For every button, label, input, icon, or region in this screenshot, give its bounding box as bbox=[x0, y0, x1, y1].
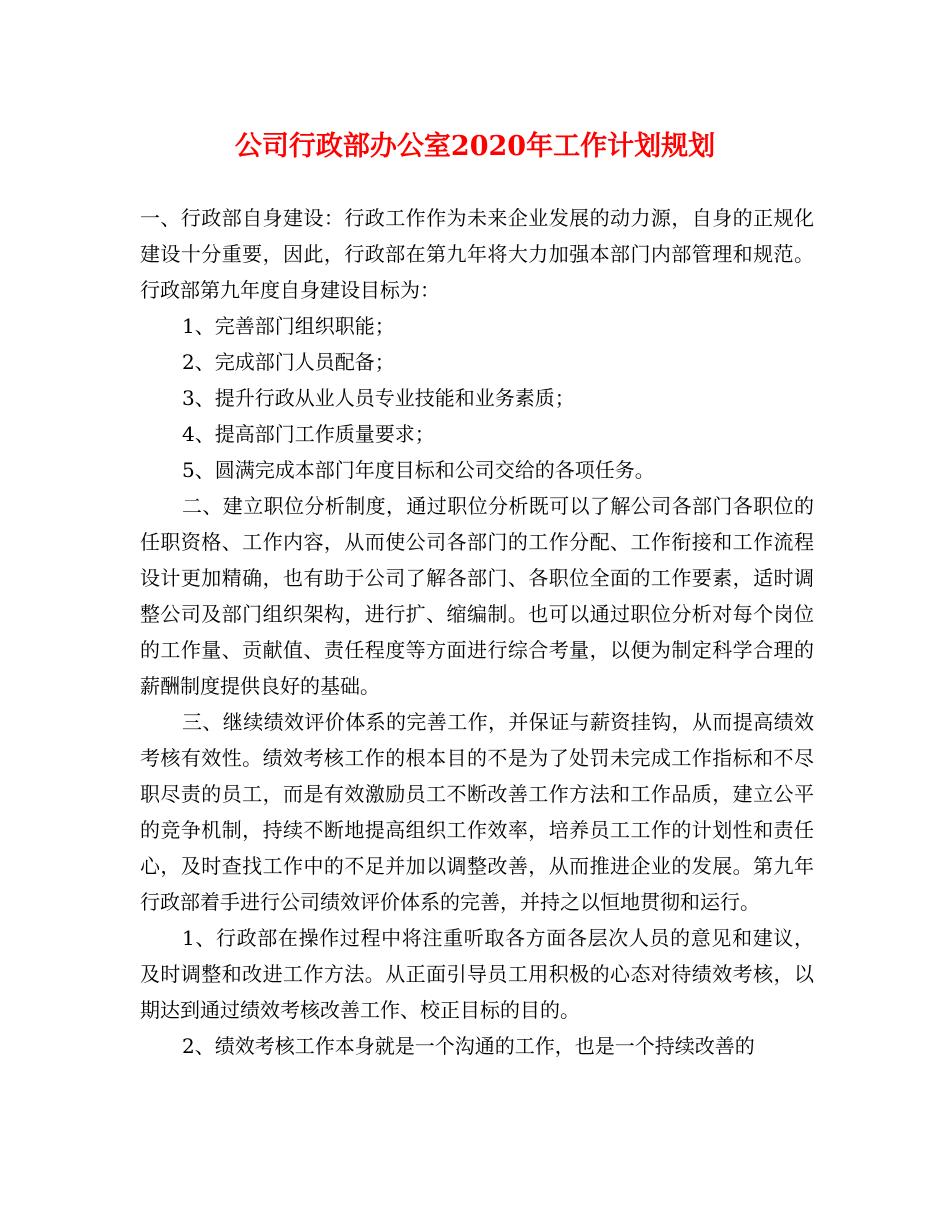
list-item-appraisal-2: 2、绩效考核工作本身就是一个沟通的工作，也是一个持续改善的 bbox=[182, 1034, 755, 1058]
list-item-appraisal-1: 1、行政部在操作过程中将注重听取各方面各层次人员的意见和建议，及时调整和改进工作方法。从正面引导员工用积极的心态对待绩效考核，以期达到通过绩效考核改善工作、校正目标的目的。 bbox=[140, 926, 814, 1022]
list-item-goal-4: 4、提高部门工作质量要求； bbox=[182, 422, 435, 446]
document-title: 公司行政部办公室2020年工作计划规划 bbox=[234, 131, 716, 162]
document-body bbox=[140, 200, 814, 1064]
paragraph-section-3: 三、继续绩效评价体系的完善工作，并保证与薪资挂钩，从而提高绩效考核有效性。绩效考核工作的根本目的不是为了处罚未完成工作指标和不尽职尽责的员工，而是有效激励员工不断改善工作方法和工作品质，建立公平的竞争机制，持续不断地提高组织工作效率，培养员工工作的计划性和责任心，及时查找工作中的不足并加以调整改善，从而推进企业的发展。第九年行政部着手进行公司绩效评价体系的完善，并持之以恒地贯彻和运行。 bbox=[140, 710, 814, 914]
list-item-goal-1: 1、完善部门组织职能； bbox=[182, 314, 395, 338]
paragraph-section-2: 二、建立职位分析制度，通过职位分析既可以了解公司各部门各职位的任职资格、工作内容，从而使公司各部门的工作分配、工作衔接和工作流程设计更加精确，也有助于公司了解各部门、各职位全面的工作要素，适时调整公司及部门组织架构，进行扩、缩编制。也可以通过职位分析对每个岗位的工作量、贡献值、责任程度等方面进行综合考量，以便为制定科学合理的薪酬制度提供良好的基础。 bbox=[140, 494, 814, 698]
list-item-goal-2: 2、完成部门人员配备； bbox=[182, 350, 395, 374]
paragraph-section-1: 一、行政部自身建设：行政工作作为未来企业发展的动力源，自身的正规化建设十分重要，因此，行政部在第九年将大力加强本部门内部管理和规范。行政部第九年度自身建设目标为： bbox=[140, 206, 814, 302]
list-item-goal-5: 5、圆满完成本部门年度目标和公司交给的各项任务。 bbox=[182, 458, 655, 482]
list-item-goal-3: 3、提升行政从业人员专业技能和业务素质； bbox=[182, 386, 575, 410]
